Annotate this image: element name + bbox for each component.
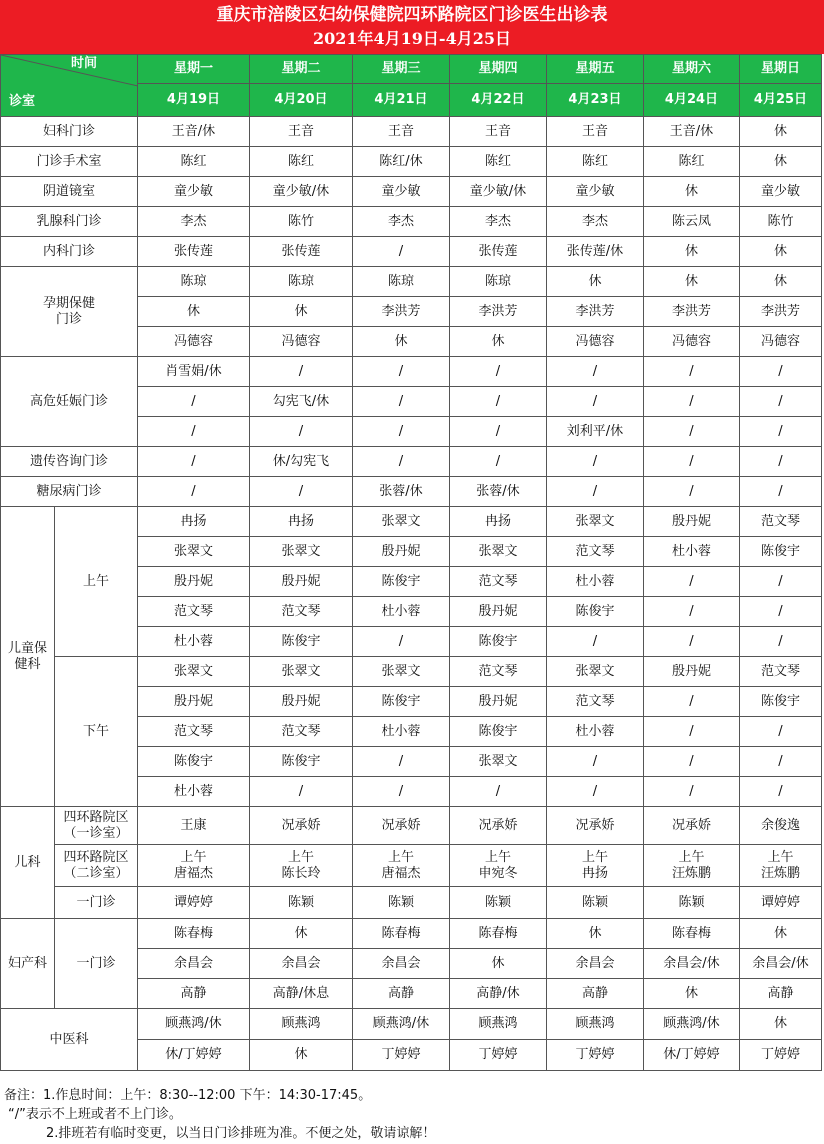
date-range: 2021年4月19日-4月25日	[313, 29, 511, 48]
table-row	[1, 117, 822, 147]
schedule-cell: 陈琼	[250, 267, 353, 297]
schedule-cell: 休	[138, 297, 250, 327]
schedule-cell: 高静	[547, 979, 644, 1009]
table-row	[1, 267, 822, 297]
table-row	[1, 447, 822, 477]
room-label: 一门诊	[55, 887, 138, 919]
schedule-cell: 顾燕鸿	[547, 1009, 644, 1040]
table-row	[1, 177, 822, 207]
schedule-cell: 余俊逸	[740, 807, 822, 845]
schedule-cell: /	[353, 777, 450, 807]
schedule-cell: 况承娇	[353, 807, 450, 845]
schedule-table	[0, 54, 822, 1071]
schedule-cell: 范文琴	[250, 597, 353, 627]
schedule-cell: 休	[740, 919, 822, 949]
schedule-cell: 况承娇	[547, 807, 644, 845]
schedule-cell: /	[644, 687, 740, 717]
table-row	[1, 207, 822, 237]
schedule-cell: /	[644, 477, 740, 507]
dept-label: 中医科	[1, 1009, 138, 1071]
schedule-cell: 陈春梅	[138, 919, 250, 949]
dept-label: 高危妊娠门诊	[1, 357, 138, 447]
schedule-cell: 丁婷婷	[740, 1040, 822, 1071]
schedule-cell: 范文琴	[138, 597, 250, 627]
schedule-cell: 勾宪飞/休	[250, 387, 353, 417]
schedule-cell: 冉扬	[450, 507, 547, 537]
schedule-cell: /	[250, 357, 353, 387]
schedule-cell: 杜小蓉	[138, 777, 250, 807]
schedule-cell: 张翠文	[250, 537, 353, 567]
schedule-cell: /	[450, 777, 547, 807]
schedule-cell: 休	[250, 919, 353, 949]
schedule-cell: /	[644, 747, 740, 777]
schedule-cell: 童少敏	[138, 177, 250, 207]
table-row	[1, 1009, 822, 1040]
schedule-cell: 杜小蓉	[644, 537, 740, 567]
schedule-cell: 休	[450, 327, 547, 357]
schedule-cell: 王音	[450, 117, 547, 147]
schedule-cell: 陈红	[138, 147, 250, 177]
schedule-cell: 陈竹	[740, 207, 822, 237]
dept-label: 儿童保 健科	[1, 507, 55, 807]
schedule-cell: 张翠文	[138, 537, 250, 567]
schedule-cell: 况承娇	[450, 807, 547, 845]
schedule-cell: 陈红	[250, 147, 353, 177]
schedule-cell: 肖雪娟/休	[138, 357, 250, 387]
schedule-cell: /	[138, 447, 250, 477]
schedule-cell: 冯德容	[138, 327, 250, 357]
schedule-cell: 张传莲/休	[547, 237, 644, 267]
schedule-cell: 顾燕鸿/休	[138, 1009, 250, 1040]
schedule-cell: 况承娇	[644, 807, 740, 845]
schedule-cell: /	[353, 237, 450, 267]
room-label: 四环路院区 （一诊室）	[55, 807, 138, 845]
schedule-cell: 冯德容	[250, 327, 353, 357]
schedule-cell: /	[353, 447, 450, 477]
schedule-cell: /	[644, 357, 740, 387]
schedule-cell: 顾燕鸿/休	[644, 1009, 740, 1040]
schedule-cell: 陈春梅	[450, 919, 547, 949]
schedule-cell: 殷丹妮	[138, 687, 250, 717]
schedule-cell: 李洪芳	[450, 297, 547, 327]
schedule-cell: 陈俊宇	[740, 687, 822, 717]
schedule-cell: /	[740, 417, 822, 447]
schedule-cell: 张蓉/休	[450, 477, 547, 507]
schedule-cell: 殷丹妮	[450, 597, 547, 627]
schedule-cell: 谭婷婷	[138, 887, 250, 919]
room-header: 诊室	[9, 94, 36, 109]
schedule-cell: /	[547, 447, 644, 477]
schedule-cell: 上午 汪炼鹏	[644, 845, 740, 887]
schedule-cell: 休	[353, 327, 450, 357]
schedule-cell: 休	[740, 147, 822, 177]
weekday-header: 星期二	[250, 55, 353, 84]
room-label: 四环路院区 （二诊室）	[55, 845, 138, 887]
schedule-cell: 况承娇	[250, 807, 353, 845]
schedule-cell: 休	[740, 237, 822, 267]
schedule-cell: /	[450, 357, 547, 387]
schedule-cell: /	[644, 417, 740, 447]
date-header: 4月25日	[740, 84, 822, 117]
schedule-cell: /	[547, 477, 644, 507]
schedule-cell: 休/丁婷婷	[644, 1040, 740, 1071]
schedule-cell: 陈红	[450, 147, 547, 177]
schedule-cell: 余昌会	[547, 949, 644, 979]
schedule-cell: 张传莲	[450, 237, 547, 267]
schedule-cell: 杜小蓉	[353, 597, 450, 627]
schedule-cell: 冉扬	[250, 507, 353, 537]
schedule-cell: /	[740, 627, 822, 657]
schedule-cell: 休	[740, 267, 822, 297]
schedule-cell: /	[547, 627, 644, 657]
schedule-cell: 张翠文	[138, 657, 250, 687]
schedule-cell: 休	[250, 1040, 353, 1071]
schedule-cell: 陈俊宇	[353, 687, 450, 717]
weekday-header: 星期日	[740, 55, 822, 84]
schedule-cell: 休	[740, 117, 822, 147]
schedule-cell: 殷丹妮	[250, 687, 353, 717]
schedule-cell: 张蓉/休	[353, 477, 450, 507]
schedule-cell: 上午 冉扬	[547, 845, 644, 887]
schedule-cell: 范文琴	[740, 507, 822, 537]
schedule-cell: 童少敏	[547, 177, 644, 207]
table-row	[1, 237, 822, 267]
schedule-cell: 上午 唐福杰	[353, 845, 450, 887]
schedule-cell: 休/丁婷婷	[138, 1040, 250, 1071]
schedule-cell: 余昌会	[353, 949, 450, 979]
schedule-cell: 休	[740, 1009, 822, 1040]
page-title: 重庆市涪陵区妇幼保健院四环路院区门诊医生出诊表	[216, 5, 608, 25]
schedule-cell: 王音	[547, 117, 644, 147]
schedule-cell: /	[353, 417, 450, 447]
weekday-header: 星期四	[450, 55, 547, 84]
dept-label: 孕期保健 门诊	[1, 267, 138, 357]
schedule-cell: 范文琴	[547, 687, 644, 717]
schedule-cell: /	[353, 627, 450, 657]
schedule-cell: 冉扬	[138, 507, 250, 537]
table-row	[1, 657, 822, 687]
schedule-cell: /	[644, 567, 740, 597]
schedule-cell: 陈俊宇	[138, 747, 250, 777]
table-row	[1, 807, 822, 845]
schedule-cell: 休	[644, 237, 740, 267]
schedule-cell: 陈俊宇	[547, 597, 644, 627]
schedule-cell: 余昌会	[138, 949, 250, 979]
schedule-cell: 休	[547, 267, 644, 297]
schedule-cell: 范文琴	[740, 657, 822, 687]
schedule-cell: 余昌会/休	[644, 949, 740, 979]
schedule-cell: /	[644, 777, 740, 807]
schedule-cell: 范文琴	[138, 717, 250, 747]
schedule-cell: 殷丹妮	[644, 507, 740, 537]
schedule-cell: /	[740, 567, 822, 597]
schedule-cell: /	[547, 357, 644, 387]
schedule-cell: 丁婷婷	[353, 1040, 450, 1071]
schedule-cell: 丁婷婷	[450, 1040, 547, 1071]
weekday-header: 星期五	[547, 55, 644, 84]
schedule-cell: 陈红/休	[353, 147, 450, 177]
schedule-cell: 殷丹妮	[450, 687, 547, 717]
schedule-cell: /	[740, 717, 822, 747]
schedule-cell: /	[740, 597, 822, 627]
schedule-cell: 刘利平/休	[547, 417, 644, 447]
schedule-cell: 顾燕鸿	[450, 1009, 547, 1040]
schedule-cell: 休	[450, 949, 547, 979]
schedule-cell: 张翠文	[547, 657, 644, 687]
schedule-cell: /	[740, 447, 822, 477]
schedule-cell: 王音/休	[138, 117, 250, 147]
schedule-cell: /	[250, 417, 353, 447]
schedule-cell: 陈红	[644, 147, 740, 177]
schedule-cell: 陈颖	[353, 887, 450, 919]
table-row	[1, 55, 822, 84]
schedule-cell: 陈俊宇	[450, 717, 547, 747]
schedule-cell: /	[450, 387, 547, 417]
schedule-cell: 张翠文	[353, 507, 450, 537]
schedule-cell: 范文琴	[250, 717, 353, 747]
note-line: 2.排班若有临时变更，以当日门诊排班为准。不便之处，敬请谅解！	[46, 1126, 436, 1141]
schedule-cell: 杜小蓉	[547, 567, 644, 597]
schedule-cell: 陈俊宇	[250, 627, 353, 657]
schedule-cell: /	[740, 747, 822, 777]
schedule-cell: 冯德容	[644, 327, 740, 357]
weekday-header: 星期六	[644, 55, 740, 84]
notes	[4, 1086, 435, 1143]
schedule-cell: 陈俊宇	[740, 537, 822, 567]
schedule-cell: 余昌会/休	[740, 949, 822, 979]
dept-label: 内科门诊	[1, 237, 138, 267]
schedule-cell: 陈颖	[250, 887, 353, 919]
schedule-cell: 陈俊宇	[450, 627, 547, 657]
schedule-cell: 陈俊宇	[353, 567, 450, 597]
schedule-cell: 陈云凤	[644, 207, 740, 237]
schedule-cell: 张翠文	[547, 507, 644, 537]
schedule-cell: 丁婷婷	[547, 1040, 644, 1071]
schedule-cell: /	[644, 447, 740, 477]
schedule-cell: /	[138, 477, 250, 507]
schedule-cell: /	[644, 387, 740, 417]
schedule-cell: /	[353, 387, 450, 417]
schedule-cell: 谭婷婷	[740, 887, 822, 919]
note-line: “/”表示不上班或者不上门诊。	[8, 1107, 182, 1122]
schedule-cell: 范文琴	[547, 537, 644, 567]
schedule-cell: 陈竹	[250, 207, 353, 237]
dept-label: 遗传咨询门诊	[1, 447, 138, 477]
schedule-cell: 张传莲	[250, 237, 353, 267]
schedule-cell: /	[138, 387, 250, 417]
schedule-cell: 陈春梅	[644, 919, 740, 949]
schedule-cell: 休	[547, 919, 644, 949]
schedule-cell: 上午 唐福杰	[138, 845, 250, 887]
schedule-cell: /	[353, 357, 450, 387]
schedule-cell: 杜小蓉	[353, 717, 450, 747]
schedule-cell: /	[740, 477, 822, 507]
schedule-cell: 陈红	[547, 147, 644, 177]
schedule-cell: 童少敏/休	[250, 177, 353, 207]
schedule-cell: 休/勾宪飞	[250, 447, 353, 477]
schedule-cell: 张传莲	[138, 237, 250, 267]
schedule-cell: 陈颖	[450, 887, 547, 919]
time-header: 时间	[70, 56, 97, 71]
schedule-cell: /	[644, 597, 740, 627]
schedule-cell: 上午 陈长玲	[250, 845, 353, 887]
date-header: 4月24日	[644, 84, 740, 117]
schedule-cell: 余昌会	[250, 949, 353, 979]
schedule-cell: 殷丹妮	[250, 567, 353, 597]
schedule-cell: /	[250, 777, 353, 807]
title-banner	[0, 0, 824, 54]
schedule-cell: 王音/休	[644, 117, 740, 147]
schedule-cell: /	[740, 357, 822, 387]
schedule-cell: /	[450, 447, 547, 477]
schedule-cell: 陈琼	[450, 267, 547, 297]
schedule-cell: 李杰	[138, 207, 250, 237]
schedule-cell: /	[353, 747, 450, 777]
dept-label: 阴道镜室	[1, 177, 138, 207]
table-row	[1, 845, 822, 887]
dept-label: 妇科门诊	[1, 117, 138, 147]
schedule-cell: 张翠文	[450, 747, 547, 777]
schedule-cell: 殷丹妮	[138, 567, 250, 597]
dept-label: 儿科	[1, 807, 55, 919]
schedule-cell: 杜小蓉	[138, 627, 250, 657]
dept-label: 妇产科	[1, 919, 55, 1009]
table-row	[1, 507, 822, 537]
schedule-cell: 李杰	[547, 207, 644, 237]
schedule-cell: 殷丹妮	[353, 537, 450, 567]
schedule-cell: 高静	[138, 979, 250, 1009]
table-row	[1, 147, 822, 177]
dept-label: 门诊手术室	[1, 147, 138, 177]
schedule-cell: /	[547, 747, 644, 777]
schedule-cell: 张翠文	[450, 537, 547, 567]
schedule-cell: 童少敏	[740, 177, 822, 207]
schedule-cell: 顾燕鸿	[250, 1009, 353, 1040]
schedule-cell: 童少敏/休	[450, 177, 547, 207]
schedule-cell: 陈颖	[644, 887, 740, 919]
date-header: 4月21日	[353, 84, 450, 117]
header-corner	[1, 55, 138, 117]
note-line: 备注：1.作息时间：上午：8:30--12:00 下午：14:30-17:45。	[4, 1088, 372, 1103]
schedule-cell: 陈俊宇	[250, 747, 353, 777]
schedule-cell: /	[138, 417, 250, 447]
date-header: 4月19日	[138, 84, 250, 117]
schedule-cell: 休	[644, 267, 740, 297]
schedule-cell: 张翠文	[353, 657, 450, 687]
weekday-header: 星期三	[353, 55, 450, 84]
schedule-cell: 李洪芳	[740, 297, 822, 327]
schedule-cell: 王音	[250, 117, 353, 147]
session-label: 上午	[55, 507, 138, 657]
schedule-cell: 冯德容	[547, 327, 644, 357]
date-header: 4月20日	[250, 84, 353, 117]
date-header: 4月22日	[450, 84, 547, 117]
room-label: 一门诊	[55, 919, 138, 1009]
schedule-cell: 王康	[138, 807, 250, 845]
dept-label: 糖尿病门诊	[1, 477, 138, 507]
schedule-cell: 高静	[740, 979, 822, 1009]
schedule-cell: /	[250, 477, 353, 507]
schedule-cell: 冯德容	[740, 327, 822, 357]
schedule-cell: 范文琴	[450, 567, 547, 597]
table-row	[1, 887, 822, 919]
schedule-cell: 高静/休	[450, 979, 547, 1009]
schedule-cell: /	[547, 387, 644, 417]
schedule-cell: 李洪芳	[547, 297, 644, 327]
schedule-cell: /	[644, 627, 740, 657]
table-row	[1, 357, 822, 387]
schedule-cell: 陈琼	[138, 267, 250, 297]
schedule-cell: 殷丹妮	[644, 657, 740, 687]
schedule-cell: 休	[644, 177, 740, 207]
schedule-cell: 童少敏	[353, 177, 450, 207]
schedule-cell: /	[740, 387, 822, 417]
schedule-cell: /	[450, 417, 547, 447]
schedule-cell: 王音	[353, 117, 450, 147]
dept-label: 乳腺科门诊	[1, 207, 138, 237]
schedule-cell: 杜小蓉	[547, 717, 644, 747]
weekday-header: 星期一	[138, 55, 250, 84]
schedule-cell: 陈琼	[353, 267, 450, 297]
schedule-cell: 上午 汪炼鹏	[740, 845, 822, 887]
schedule-cell: 范文琴	[450, 657, 547, 687]
schedule-cell: 休	[250, 297, 353, 327]
schedule-cell: 李杰	[450, 207, 547, 237]
schedule-cell: 休	[644, 979, 740, 1009]
schedule-cell: 陈颖	[547, 887, 644, 919]
schedule-cell: 李洪芳	[353, 297, 450, 327]
schedule-cell: /	[547, 777, 644, 807]
schedule-cell: 高静/休息	[250, 979, 353, 1009]
session-label: 下午	[55, 657, 138, 807]
date-header: 4月23日	[547, 84, 644, 117]
table-row	[1, 477, 822, 507]
schedule-cell: 陈春梅	[353, 919, 450, 949]
schedule-cell: /	[740, 777, 822, 807]
schedule-cell: 高静	[353, 979, 450, 1009]
schedule-cell: 上午 申宛冬	[450, 845, 547, 887]
table-row	[1, 919, 822, 949]
schedule-cell: 顾燕鸿/休	[353, 1009, 450, 1040]
schedule-cell: 李洪芳	[644, 297, 740, 327]
schedule-cell: 张翠文	[250, 657, 353, 687]
schedule-cell: /	[644, 717, 740, 747]
schedule-cell: 李杰	[353, 207, 450, 237]
